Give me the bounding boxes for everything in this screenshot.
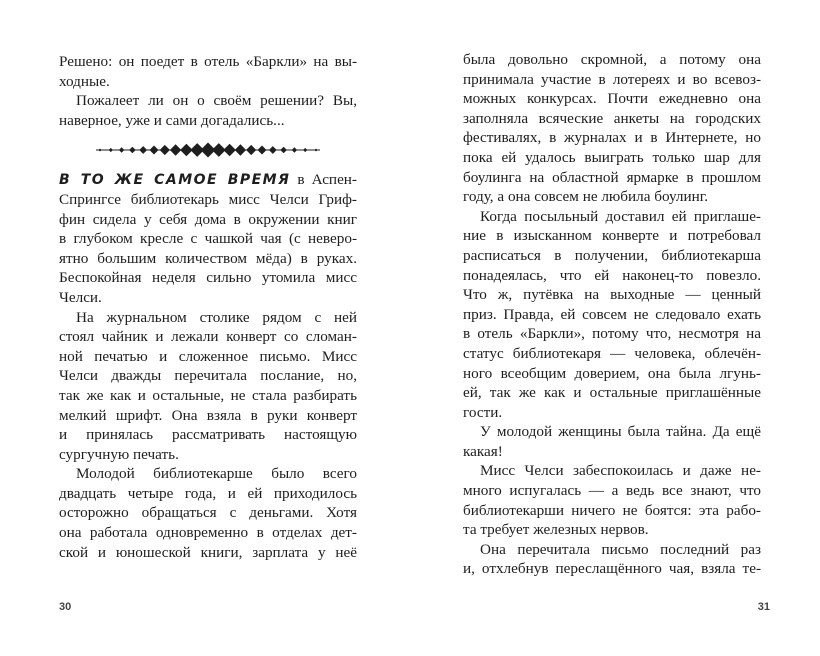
text-line: сургучную печать. — [59, 445, 179, 463]
text-line: и, отхлебнув переслащённого чая, взяла те- — [463, 560, 761, 578]
right-text-column — [463, 50, 761, 579]
text-line: та требует железных нервов. — [463, 521, 649, 539]
text-line: она работала одновременно в отделах дет- — [59, 524, 357, 542]
text-line: осторожно обращаться с деньгами. Хотя — [59, 504, 357, 522]
text-line: стоял чайник и лежали конверт со сломан- — [59, 328, 357, 346]
heading-continuation: в Аспен- — [297, 171, 357, 189]
text-line: мелкий шрифт. Она взяла в руки конверт — [59, 406, 357, 424]
ornament-diamond-icon — [280, 147, 287, 154]
paragraph — [59, 91, 357, 130]
text-line: библиотекарши ничего не боятся: эта рабо- — [463, 501, 761, 519]
right-page — [410, 0, 820, 656]
ornament-diamond-icon — [129, 147, 136, 154]
text-line: гости. — [463, 403, 503, 421]
paragraph — [59, 190, 357, 308]
page-number: 30 — [59, 601, 72, 613]
text-line: году, а она совсем не любила боулинг. — [463, 188, 709, 206]
text-line: На журнальном столике рядом с ней — [76, 308, 357, 326]
section-two — [59, 190, 357, 562]
ornament-diamond-icon — [160, 145, 170, 155]
ornament-diamond-icon — [99, 149, 102, 152]
ornament-diamond-icon — [109, 148, 113, 152]
text-line: боулинга на областной ярмарке в прошлом — [463, 168, 761, 186]
text-line: У молодой женщины была тайна. Да ещё — [480, 423, 761, 441]
left-text-column — [59, 52, 357, 562]
text-line: наверное, уже и сами догадались... — [59, 111, 285, 129]
text-line: ного всеобщим доверием, она была лгунь- — [463, 364, 761, 382]
text-line: двадцать четыре года, и ей приходилось — [59, 484, 357, 502]
section-heading-line — [59, 170, 357, 190]
paragraph — [463, 540, 761, 579]
text-line: расписаться в получении, библиотекарша — [463, 246, 761, 264]
paragraph — [463, 422, 761, 461]
text-line: приз. Правда, ей совсем не следовало ехать — [463, 305, 761, 323]
text-line: ей, так же как и остальные приглашённые — [463, 384, 761, 402]
text-line: ской и юношеской книги, зарплата у неё — [59, 543, 357, 561]
ornament-diamond-icon — [170, 145, 181, 156]
paragraph — [59, 308, 357, 465]
text-line: заполняла всяческие анкеты на городских — [463, 109, 761, 127]
text-line: Пожалеет ли он о своём решении? Вы, — [76, 92, 357, 110]
text-line: Спрингсе библиотекарь мисс Челси Гриф- — [59, 190, 357, 208]
ornament-diamond-icon — [139, 146, 147, 154]
ornament-diamond-icon — [269, 146, 277, 154]
text-line: Что ж, путёвка на выходные — ценный — [463, 286, 761, 304]
text-line: в глубоком кресле с чашкой чая (с неверо- — [59, 230, 357, 248]
text-line: ятно большим количеством мёда) в руках. — [59, 249, 357, 267]
text-line: и принялась рассматривать настоящую — [59, 426, 357, 444]
text-line: Беспокойная неделя сильно утомила мисс — [59, 269, 357, 287]
paragraph — [463, 461, 761, 539]
text-line: ходные. — [59, 72, 110, 90]
text-line: в отель «Баркли», потому что, несмотря на — [463, 325, 761, 343]
paragraph — [59, 464, 357, 562]
text-line: фестивалях, в журналах и в Интернете, но — [463, 129, 761, 147]
ornament-diamond-icon — [258, 146, 267, 155]
ornament-diamond-icon — [235, 145, 246, 156]
text-line: какая! — [463, 442, 503, 460]
ornament-diamond-icon — [150, 146, 159, 155]
page-number: 31 — [757, 601, 770, 613]
text-line: пока ей удалось выиграть только шар для — [463, 148, 761, 166]
ornament-divider-icon — [59, 130, 357, 170]
text-line: была довольно скромной, а потому она — [463, 51, 761, 68]
ornament-diamond-icon — [315, 149, 318, 152]
text-line: фин сидела у себя дома в окружении книг — [59, 210, 357, 228]
section-one — [59, 52, 357, 130]
text-line: Молодой библиотекарше было всего — [76, 465, 357, 483]
text-line: принимала участие в лотереях и во всевоз- — [463, 70, 761, 88]
text-line: так же как и остальные, не стала разбирать — [59, 386, 357, 404]
text-line: понадеялась, что ей наконец-то повезло. — [463, 266, 761, 284]
paragraph — [463, 207, 761, 423]
paragraph — [59, 52, 357, 91]
ornament-diamond-icon — [246, 145, 256, 155]
ornament-diamond-icon — [303, 148, 307, 152]
text-line: ной печатью и сложенное письмо. Мисс — [59, 347, 357, 365]
ornament-diamond-icon — [223, 144, 236, 157]
text-line: Когда посыльный доставил ей приглаше- — [480, 207, 761, 225]
ornament-diamond-icon — [292, 148, 297, 153]
text-line: Решено: он поедет в отель «Баркли» на вы- — [59, 53, 357, 70]
ornament-diamond-icon — [119, 148, 124, 153]
paragraph — [463, 50, 761, 207]
text-line: ние в изысканном конверте и потребовал — [463, 227, 761, 245]
section-heading: В ТО ЖЕ САМОЕ ВРЕМЯ — [59, 172, 291, 189]
text-line: можных конкурсах. Почти ежедневно она — [463, 90, 761, 108]
text-line: статус библиотекаря — человека, облечён- — [463, 344, 761, 362]
text-line: Мисс Челси забеспокоилась и даже не- — [480, 462, 761, 480]
text-line: Она перечитала письмо последний раз — [480, 540, 761, 558]
text-line: много испугалась — а ведь все знают, что — [463, 482, 761, 500]
text-line: Челси. — [59, 288, 102, 306]
text-line: Челси дважды перечитала послание, но, — [59, 367, 357, 385]
